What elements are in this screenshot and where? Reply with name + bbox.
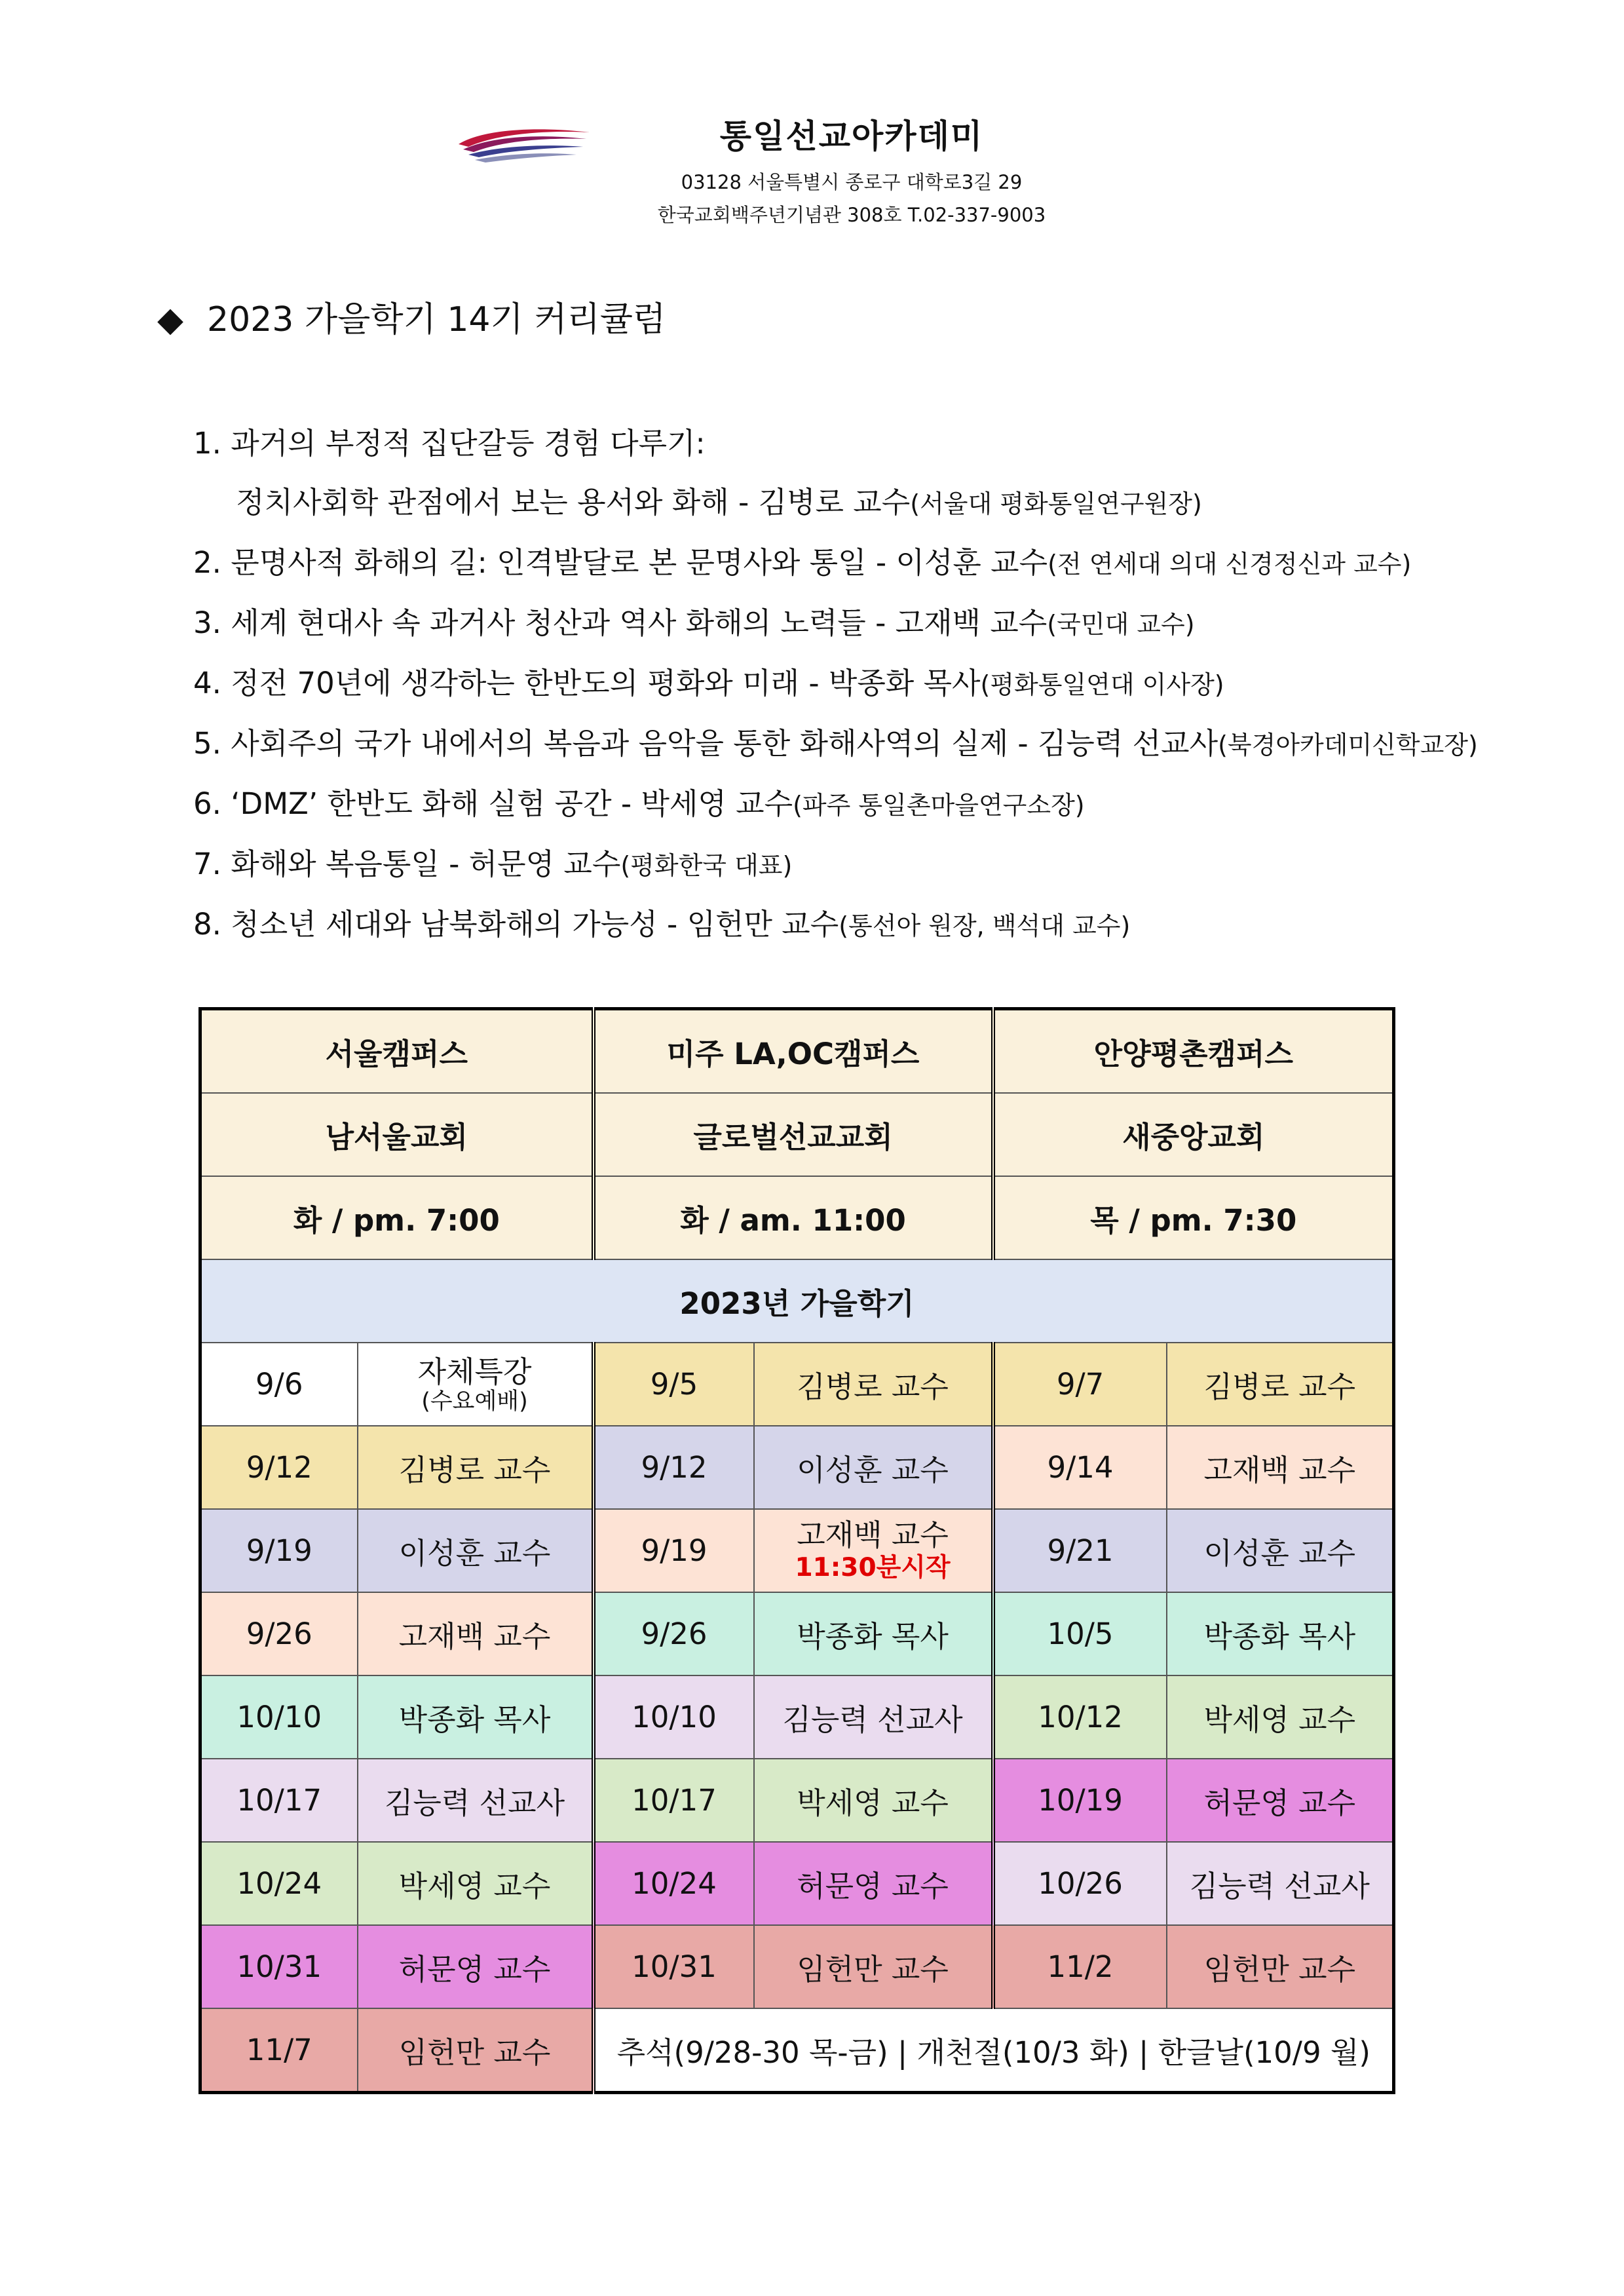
schedule-row bbox=[200, 1925, 1394, 2008]
session-date: 9/12 bbox=[200, 1426, 358, 1509]
session-speaker: 김능력 선교사 bbox=[358, 1759, 594, 1842]
speaker-name: 자체특강 bbox=[417, 1354, 532, 1389]
curriculum-text: 1. 과거의 부정적 집단갈등 경험 다루기: bbox=[193, 426, 706, 461]
campus-time: 화 / pm. 7:00 bbox=[200, 1176, 594, 1259]
session-speaker bbox=[754, 1509, 993, 1592]
curriculum-item bbox=[193, 473, 1602, 533]
session-speaker: 허문영 교수 bbox=[358, 1925, 594, 2008]
session-date: 10/17 bbox=[594, 1759, 754, 1842]
campus-header-row bbox=[200, 1093, 1394, 1176]
schedule-row bbox=[200, 1592, 1394, 1675]
curriculum-text: 7. 화해와 복음통일 - 허문영 교수 bbox=[193, 847, 621, 881]
session-speaker: 박세영 교수 bbox=[358, 1842, 594, 1925]
curriculum-affiliation: (파주 통일촌마을연구소장) bbox=[793, 791, 1085, 820]
curriculum-text: 4. 정전 70년에 생각하는 한반도의 평화와 미래 - 박종화 목사 bbox=[193, 666, 981, 700]
session-date: 9/26 bbox=[200, 1592, 358, 1675]
schedule-row bbox=[200, 2008, 1394, 2093]
session-speaker: 이성훈 교수 bbox=[1167, 1509, 1394, 1592]
session-speaker: 김병로 교수 bbox=[358, 1426, 594, 1509]
address-line-1: 03128 서울특별시 종로구 대학로3길 29 bbox=[681, 171, 1023, 193]
speaker-subtitle: (수요예배) bbox=[421, 1388, 528, 1415]
session-speaker: 김능력 선교사 bbox=[754, 1675, 993, 1759]
session-speaker: 임헌만 교수 bbox=[754, 1925, 993, 2008]
schedule-row bbox=[200, 1842, 1394, 1925]
session-date: 9/19 bbox=[594, 1509, 754, 1592]
curriculum-affiliation: (평화한국 대표) bbox=[620, 851, 793, 880]
campus-church: 새중앙교회 bbox=[993, 1093, 1394, 1176]
session-speaker: 임헌만 교수 bbox=[1167, 1925, 1394, 2008]
campus-header-row bbox=[200, 1009, 1394, 1094]
session-speaker: 김병로 교수 bbox=[754, 1343, 993, 1426]
start-time-note: 11:30분시작 bbox=[795, 1552, 951, 1582]
curriculum-item bbox=[193, 594, 1602, 654]
term-row bbox=[200, 1259, 1394, 1343]
curriculum-item bbox=[193, 533, 1602, 594]
session-date: 10/24 bbox=[200, 1842, 358, 1925]
curriculum-affiliation: (국민대 교수) bbox=[1047, 610, 1195, 639]
campus-church: 글로벌선교교회 bbox=[594, 1093, 993, 1176]
curriculum-text: 8. 청소년 세대와 남북화해의 가능성 - 임헌만 교수 bbox=[193, 907, 839, 942]
session-date: 9/21 bbox=[993, 1509, 1167, 1592]
session-date: 9/5 bbox=[594, 1343, 754, 1426]
term-label: 2023년 가을학기 bbox=[200, 1259, 1394, 1343]
session-speaker: 김병로 교수 bbox=[1167, 1343, 1394, 1426]
curriculum-item bbox=[193, 654, 1602, 714]
session-speaker: 이성훈 교수 bbox=[358, 1509, 594, 1592]
schedule-row bbox=[200, 1509, 1394, 1592]
session-date: 11/7 bbox=[200, 2008, 358, 2093]
session-date: 10/31 bbox=[200, 1925, 358, 2008]
session-date: 10/5 bbox=[993, 1592, 1167, 1675]
campus-header-row bbox=[200, 1176, 1394, 1259]
session-date: 9/7 bbox=[993, 1343, 1167, 1426]
session-date: 9/6 bbox=[200, 1343, 358, 1426]
curriculum-item bbox=[193, 775, 1602, 835]
session-speaker: 이성훈 교수 bbox=[754, 1426, 993, 1509]
curriculum-text: 3. 세계 현대사 속 과거사 청산과 역사 화해의 노력들 - 고재백 교수 bbox=[193, 605, 1048, 640]
session-speaker: 박세영 교수 bbox=[1167, 1675, 1394, 1759]
session-date: 10/24 bbox=[594, 1842, 754, 1925]
session-speaker bbox=[358, 1343, 594, 1426]
schedule-row bbox=[200, 1675, 1394, 1759]
curriculum-item bbox=[193, 714, 1602, 775]
session-date: 10/10 bbox=[594, 1675, 754, 1759]
session-date: 11/2 bbox=[993, 1925, 1167, 2008]
curriculum-item bbox=[193, 835, 1602, 895]
session-speaker: 박종화 목사 bbox=[754, 1592, 993, 1675]
curriculum-text: 2. 문명사적 화해의 길: 인격발달로 본 문명사와 통일 - 이성훈 교수 bbox=[193, 545, 1048, 580]
curriculum-text: 6. ‘DMZ’ 한반도 화해 실험 공간 - 박세영 교수 bbox=[193, 786, 793, 821]
curriculum-item bbox=[193, 414, 1602, 473]
curriculum-list bbox=[193, 414, 1602, 955]
schedule-table bbox=[198, 1007, 1395, 2094]
schedule-row bbox=[200, 1759, 1394, 1842]
section-title-text: 2023 가을학기 14기 커리큘럼 bbox=[207, 300, 666, 339]
speaker-name: 고재백 교수 bbox=[797, 1517, 949, 1552]
session-date: 9/12 bbox=[594, 1426, 754, 1509]
org-name: 통일선교아카데미 bbox=[719, 117, 984, 155]
session-speaker: 김능력 선교사 bbox=[1167, 1842, 1394, 1925]
academy-logo bbox=[455, 118, 593, 170]
session-date: 9/14 bbox=[993, 1426, 1167, 1509]
session-speaker: 허문영 교수 bbox=[1167, 1759, 1394, 1842]
session-date: 9/26 bbox=[594, 1592, 754, 1675]
session-date: 10/26 bbox=[993, 1842, 1167, 1925]
holiday-notice: 추석(9/28-30 목-금) | 개천절(10/3 화) | 한글날(10/9 월) bbox=[594, 2008, 1394, 2093]
section-title bbox=[157, 292, 666, 341]
curriculum-affiliation: (서울대 평화통일연구원장) bbox=[910, 489, 1202, 518]
curriculum-text: 정치사회학 관점에서 보는 용서와 화해 - 김병로 교수 bbox=[236, 485, 911, 520]
session-speaker: 임헌만 교수 bbox=[358, 2008, 594, 2093]
campus-time: 목 / pm. 7:30 bbox=[993, 1176, 1394, 1259]
session-speaker: 박종화 목사 bbox=[1167, 1592, 1394, 1675]
curriculum-affiliation: (북경아카데미신학교장) bbox=[1218, 731, 1478, 759]
curriculum-affiliation: (평화통일연대 이사장) bbox=[980, 670, 1224, 699]
session-speaker: 허문영 교수 bbox=[754, 1842, 993, 1925]
session-date: 10/31 bbox=[594, 1925, 754, 2008]
diamond-bullet-icon: ◆ bbox=[157, 300, 183, 339]
session-date: 10/10 bbox=[200, 1675, 358, 1759]
session-speaker: 고재백 교수 bbox=[358, 1592, 594, 1675]
schedule-row bbox=[200, 1343, 1394, 1426]
curriculum-text: 5. 사회주의 국가 내에서의 복음과 음악을 통한 화해사역의 실제 - 김능력 선교사 bbox=[193, 726, 1218, 761]
session-speaker: 박종화 목사 bbox=[358, 1675, 594, 1759]
campus-church: 남서울교회 bbox=[200, 1093, 594, 1176]
session-speaker: 박세영 교수 bbox=[754, 1759, 993, 1842]
session-date: 9/19 bbox=[200, 1509, 358, 1592]
session-date: 10/12 bbox=[993, 1675, 1167, 1759]
session-speaker: 고재백 교수 bbox=[1167, 1426, 1394, 1509]
campus-name: 미주 LA,OC캠퍼스 bbox=[594, 1009, 993, 1094]
address-line-2: 한국교회백주년기념관 308호 T.02-337-9003 bbox=[657, 204, 1046, 226]
campus-time: 화 / am. 11:00 bbox=[594, 1176, 993, 1259]
curriculum-item bbox=[193, 895, 1602, 955]
campus-name: 서울캠퍼스 bbox=[200, 1009, 594, 1094]
curriculum-affiliation: (전 연세대 의대 신경정신과 교수) bbox=[1048, 550, 1412, 579]
curriculum-affiliation: (통선아 원장, 백석대 교수) bbox=[839, 911, 1131, 940]
schedule-row bbox=[200, 1426, 1394, 1509]
session-date: 10/17 bbox=[200, 1759, 358, 1842]
session-date: 10/19 bbox=[993, 1759, 1167, 1842]
campus-name: 안양평촌캠퍼스 bbox=[993, 1009, 1394, 1094]
